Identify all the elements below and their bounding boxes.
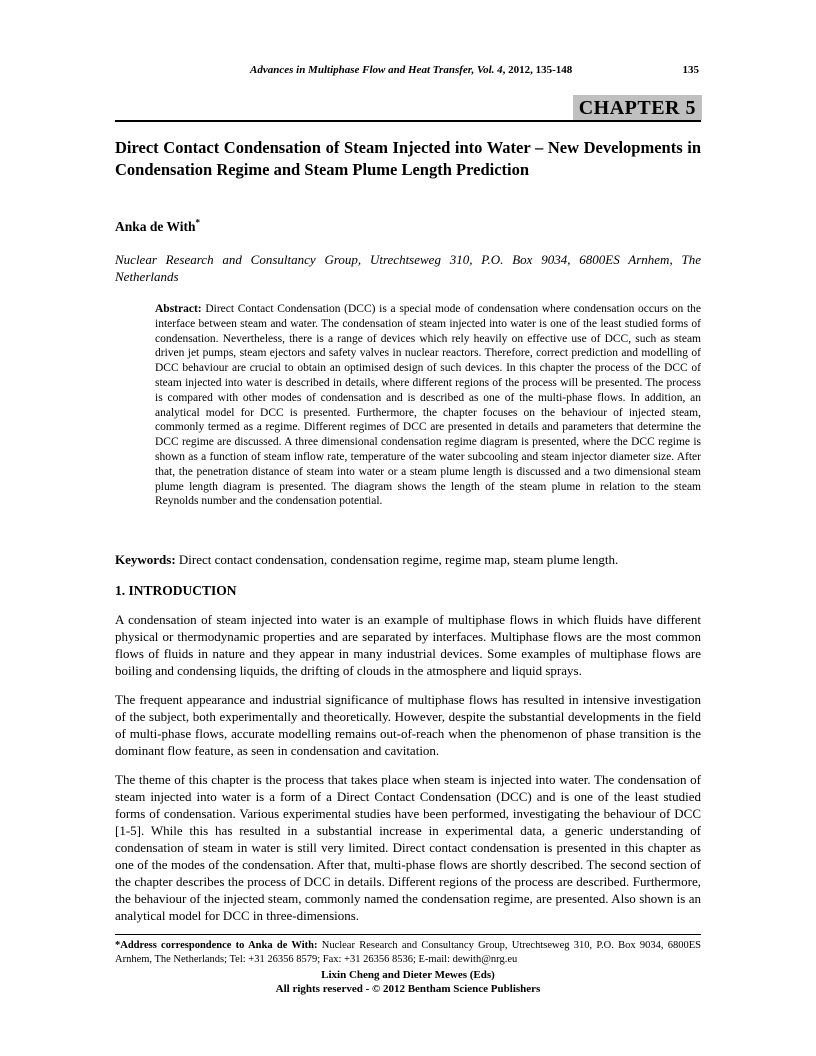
keywords [115,551,701,568]
intro-paragraph-3: The theme of this chapter is the process that takes place when steam is injected into water. The condensation of steam injected into water is a form of a Direct Contact Condensation (DCC) and is one of the least studied forms of condensation. Various experimental studies have been performed, investigating the behaviour of DCC [1-5]. While this has resulted in a substantial increase in experimental data, a generic understanding of condensation of steam in water is still very limited. Direct contact condensation is presented in this chapter as one of the modes of the condensation. After that, multi-phase flows are shortly described. The second section of the chapter describes the process of DCC in details. Different regions of the process are described. Furthermore, the behaviour of the injected steam, commonly named the condensation regime, are presented. Also shown is an analytical model for DCC in three-dimensions. [115,772,701,923]
author-line [115,219,701,235]
section-heading-introduction: 1. INTRODUCTION [115,583,237,598]
abstract-label: Abstract: [155,303,202,315]
chapter-title: Direct Contact Condensation of Steam Injected into Water – New Developments in Condensation Regime and Steam Plume Length Prediction [115,138,701,179]
keywords-label: Keywords: [115,552,176,567]
abstract-text: Direct Contact Condensation (DCC) is a special mode of condensation where condensation occurs on the interface between steam and water. The condensation of steam injected into water is one of the least studied forms of condensation. Nevertheless, there is a range of devices which rely heavily on effective use of DCC, such as steam driven jet pumps, steam ejectors and safety valves in nuclear reactors. Therefore, correct prediction and modelling of DCC behaviour are crucial to obtain an optimised design of such devices. In this chapter the process of the DCC of steam injected into water is described in details, where different regions of the process will be presented. The process is compared with other modes of condensation and is described as one of the multi-phase flows. In addition, an analytical model for DCC is presented. Furthermore, the chapter focuses on the behaviour of injected steam, commonly termed as a regime. Different regimes of DCC are presented in details and parameters that determine the DCC regime are discussed. A three dimensional condensation regime diagram is presented, where the DCC regime is shown as a function of steam inflow rate, temperature of the water subcooling and steam injector diameter size. After that, the penetration distance of steam into water or a steam plume length is discussed and a two dimensional steam plume length diagram is presented. The diagram shows the length of the steam plume in relation to the steam Reynolds number and the condensation potential. [155,303,701,508]
page-footer [115,968,701,996]
author-name: Anka de With [115,219,196,234]
footer-editors: Lixin Cheng and Dieter Mewes (Eds) [321,969,495,981]
abstract [155,302,701,509]
footnote-divider [115,934,701,935]
affiliation: Nuclear Research and Consultancy Group, Utrechtseweg 310, P.O. Box 9034, 6800ES Arnhem, The Netherlands [115,252,701,284]
footer-copyright: All rights reserved - © 2012 Bentham Science Publishers [275,983,541,995]
chapter-badge: CHAPTER 5 [573,95,702,120]
intro-paragraph-2: The frequent appearance and industrial significance of multiphase flows has resulted in intensive investigation of the subject, both experimentally and theoretically. However, despite the substantial developments in the field of multi-phase flows, accurate modelling remains out-of-reach when the phenomenon of phase transition is the dominant flow feature, as seen in condensation and cavitation. [115,692,701,758]
intro-paragraph-1: A condensation of steam injected into water is an example of multiphase flows in which fluids have different physical or thermodynamic properties and are separated by interfaces. Multiphase flows are the most common flows of fluids in nature and they appear in many industrial devices. Some examples of multiphase flows are boiling and condensing liquids, the drifting of clouds in the atmosphere and liquid sprays. [115,612,701,678]
footnote-text: Nuclear Research and Consultancy Group, Utrechtseweg 310, P.O. Box 9034, 6800ES Arnhem, The Netherlands; Tel: +31 26356 8579; Fax: +31 26356 8536; E-mail: dewith@nrg.eu [115,940,701,965]
author-asterisk: * [195,217,201,228]
correspondence-footnote [115,939,701,967]
journal-citation-title: Advances in Multiphase Flow and Heat Transfer, Vol. 4 [250,64,503,76]
journal-citation [250,63,572,78]
footnote-label: *Address correspondence to Anka de With: [115,940,318,951]
keywords-text: Direct contact condensation, condensation regime, regime map, steam plume length. [175,552,619,567]
page-number: 135 [682,64,699,76]
header-divider [115,120,701,122]
journal-citation-pages: , 2012, 135-148 [502,64,573,76]
